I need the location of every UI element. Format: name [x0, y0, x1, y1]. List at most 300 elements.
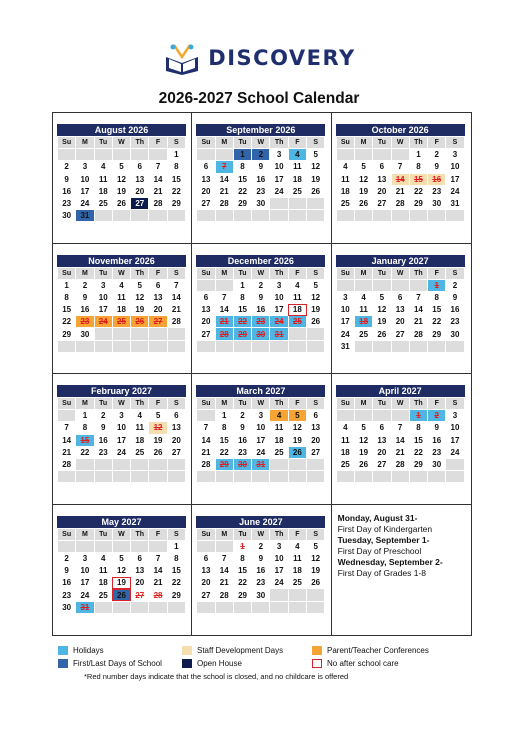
month-cell	[192, 505, 331, 636]
week-row	[197, 210, 325, 222]
empty-day-cell	[112, 328, 130, 340]
weekday-row	[58, 398, 186, 410]
empty-day-cell	[167, 601, 185, 613]
day-cell: 24	[76, 197, 94, 209]
empty-day-cell	[307, 210, 325, 222]
empty-day-cell	[94, 149, 112, 161]
day-cell: 4	[94, 161, 112, 173]
month-table	[57, 397, 186, 483]
weekday-label: Su	[336, 137, 354, 149]
day-cell: 6	[197, 291, 215, 303]
day-cell: 16	[76, 304, 94, 316]
day-cell: 30	[252, 589, 270, 601]
month-table	[336, 136, 465, 222]
day-cell: 2	[58, 552, 76, 564]
day-cell: 12	[131, 291, 149, 303]
day-cell: 15	[409, 434, 427, 446]
week-row	[58, 458, 186, 470]
day-cell: 13	[197, 565, 215, 577]
empty-day-cell	[112, 149, 130, 161]
day-cell: 5	[307, 279, 325, 291]
weekday-label: M	[76, 267, 94, 279]
day-cell: 6	[391, 291, 409, 303]
day-cell: 1	[167, 149, 185, 161]
day-cell: 27	[197, 589, 215, 601]
day-cell: 5	[307, 540, 325, 552]
week-row	[58, 601, 186, 613]
empty-day-cell	[76, 471, 94, 483]
empty-day-cell	[307, 328, 325, 340]
empty-day-cell	[409, 340, 427, 352]
empty-day-cell	[149, 601, 167, 613]
weekday-label: W	[391, 398, 409, 410]
day-cell: 31	[76, 210, 94, 222]
week-row	[58, 161, 186, 173]
empty-day-cell	[197, 601, 215, 613]
empty-day-cell	[391, 279, 409, 291]
legend-holidays	[58, 646, 104, 655]
day-cell: 22	[409, 446, 427, 458]
day-cell: 22	[233, 185, 251, 197]
week-row	[58, 279, 186, 291]
month-table	[336, 267, 465, 353]
day-cell: 27	[373, 458, 391, 470]
day-cell: 27	[197, 328, 215, 340]
month-table	[196, 267, 325, 353]
day-cell: 9	[76, 291, 94, 303]
month-header: August 2026	[57, 124, 186, 136]
day-cell: 14	[167, 291, 185, 303]
day-cell: 4	[288, 279, 306, 291]
week-row	[58, 471, 186, 483]
month-calendar	[196, 385, 325, 483]
day-cell: 20	[167, 434, 185, 446]
empty-day-cell	[354, 149, 372, 161]
day-cell: 12	[307, 161, 325, 173]
day-cell: 4	[336, 161, 354, 173]
empty-day-cell	[270, 471, 288, 483]
day-cell: 1	[167, 540, 185, 552]
day-cell: 21	[391, 185, 409, 197]
day-cell: 27	[131, 197, 149, 209]
calendar-grid	[52, 112, 472, 636]
weekday-label: M	[215, 398, 233, 410]
day-cell: 22	[215, 446, 233, 458]
weekday-label: Tu	[373, 398, 391, 410]
month-calendar	[336, 124, 465, 222]
empty-day-cell	[58, 410, 76, 422]
empty-day-cell	[149, 340, 167, 352]
month-calendar	[57, 255, 186, 353]
day-cell: 23	[252, 577, 270, 589]
day-cell: 23	[428, 185, 446, 197]
day-cell: 8	[409, 422, 427, 434]
month-calendar	[336, 255, 465, 353]
day-cell: 9	[428, 422, 446, 434]
day-cell: 21	[149, 577, 167, 589]
weekday-label: M	[76, 528, 94, 540]
day-cell: 23	[252, 316, 270, 328]
weekday-label: M	[76, 398, 94, 410]
weekday-label: W	[391, 267, 409, 279]
month-header: November 2026	[57, 255, 186, 267]
empty-day-cell	[58, 540, 76, 552]
holiday-swatch	[58, 646, 68, 655]
day-cell: 26	[149, 446, 167, 458]
week-row	[336, 185, 464, 197]
month-cell	[53, 244, 192, 375]
day-cell: 1	[233, 149, 251, 161]
empty-day-cell	[76, 340, 94, 352]
weekday-label: W	[112, 398, 130, 410]
day-cell: 18	[336, 185, 354, 197]
day-cell: 16	[428, 173, 446, 185]
month-cell	[332, 244, 471, 375]
week-row	[58, 422, 186, 434]
weekday-label: W	[252, 528, 270, 540]
week-row	[58, 185, 186, 197]
weekday-label: Th	[131, 398, 149, 410]
empty-day-cell	[215, 149, 233, 161]
day-cell: 6	[197, 161, 215, 173]
day-cell: 24	[336, 328, 354, 340]
weekday-label: M	[215, 528, 233, 540]
day-cell: 5	[373, 291, 391, 303]
weekday-label: F	[149, 398, 167, 410]
day-cell: 24	[446, 446, 464, 458]
day-cell: 29	[233, 589, 251, 601]
weekday-label: W	[112, 267, 130, 279]
day-cell: 20	[307, 434, 325, 446]
day-cell: 17	[270, 173, 288, 185]
day-cell: 7	[197, 422, 215, 434]
day-cell: 28	[215, 589, 233, 601]
empty-day-cell	[307, 197, 325, 209]
weekday-label: M	[215, 137, 233, 149]
week-row	[197, 340, 325, 352]
week-row	[336, 458, 464, 470]
day-cell: 31	[252, 458, 270, 470]
empty-day-cell	[197, 340, 215, 352]
day-cell: 30	[76, 328, 94, 340]
day-cell: 6	[131, 161, 149, 173]
day-cell: 21	[409, 316, 427, 328]
day-cell: 23	[76, 316, 94, 328]
weekday-label: Tu	[233, 137, 251, 149]
day-cell: 18	[94, 577, 112, 589]
day-cell: 8	[167, 552, 185, 564]
day-cell: 10	[270, 161, 288, 173]
week-row	[58, 149, 186, 161]
day-cell: 14	[215, 173, 233, 185]
week-row	[58, 589, 186, 601]
empty-day-cell	[58, 471, 76, 483]
day-cell: 14	[391, 173, 409, 185]
open-book-icon	[162, 41, 202, 75]
day-cell: 4	[354, 291, 372, 303]
empty-day-cell	[428, 340, 446, 352]
day-cell: 15	[167, 565, 185, 577]
day-cell: 25	[94, 589, 112, 601]
weekday-label: M	[354, 137, 372, 149]
weekday-label: Su	[336, 398, 354, 410]
week-row	[197, 565, 325, 577]
day-cell: 6	[373, 161, 391, 173]
week-row	[197, 173, 325, 185]
day-cell: 16	[428, 434, 446, 446]
day-cell: 3	[252, 410, 270, 422]
day-cell: 2	[428, 410, 446, 422]
week-row	[336, 197, 464, 209]
weekday-label: W	[252, 267, 270, 279]
day-cell: 14	[149, 565, 167, 577]
empty-day-cell	[307, 458, 325, 470]
day-cell: 6	[167, 410, 185, 422]
empty-day-cell	[373, 340, 391, 352]
empty-day-cell	[354, 340, 372, 352]
day-cell: 3	[446, 410, 464, 422]
day-cell: 14	[215, 304, 233, 316]
empty-day-cell	[336, 210, 354, 222]
day-cell: 19	[354, 446, 372, 458]
empty-day-cell	[252, 471, 270, 483]
day-cell: 28	[215, 328, 233, 340]
day-cell: 19	[112, 185, 130, 197]
month-table	[196, 528, 325, 614]
week-row	[197, 422, 325, 434]
month-calendar	[57, 516, 186, 614]
day-cell: 9	[252, 291, 270, 303]
empty-day-cell	[94, 540, 112, 552]
day-cell: 3	[76, 161, 94, 173]
day-cell: 9	[446, 291, 464, 303]
day-cell: 8	[428, 291, 446, 303]
day-cell: 7	[391, 161, 409, 173]
day-cell: 13	[197, 304, 215, 316]
empty-day-cell	[112, 340, 130, 352]
day-cell: 5	[354, 422, 372, 434]
weekday-label: Th	[409, 267, 427, 279]
weekday-label: Tu	[233, 267, 251, 279]
day-cell: 28	[149, 197, 167, 209]
day-cell: 27	[167, 446, 185, 458]
weekday-label: Su	[58, 267, 76, 279]
week-row	[336, 304, 464, 316]
day-cell: 20	[197, 185, 215, 197]
day-cell: 2	[428, 149, 446, 161]
empty-day-cell	[270, 589, 288, 601]
day-cell: 10	[76, 173, 94, 185]
day-cell: 30	[252, 197, 270, 209]
note-text: First Day of Kindergarten	[337, 523, 433, 534]
weekday-row	[58, 137, 186, 149]
weekday-label: S	[307, 398, 325, 410]
note-text: First Day of Grades 1-8	[337, 567, 426, 578]
weekday-label: S	[307, 528, 325, 540]
day-cell: 20	[197, 577, 215, 589]
day-cell: 24	[446, 185, 464, 197]
empty-day-cell	[215, 279, 233, 291]
day-cell: 27	[131, 589, 149, 601]
day-cell: 30	[252, 328, 270, 340]
day-cell: 17	[252, 434, 270, 446]
week-row	[197, 434, 325, 446]
day-cell: 10	[446, 422, 464, 434]
day-cell: 5	[149, 410, 167, 422]
weekday-label: Th	[131, 137, 149, 149]
day-cell: 21	[167, 304, 185, 316]
weekday-label: Su	[58, 398, 76, 410]
day-cell: 31	[76, 601, 94, 613]
day-cell: 17	[94, 304, 112, 316]
day-cell: 10	[76, 565, 94, 577]
day-cell: 7	[409, 291, 427, 303]
weekday-label: W	[252, 137, 270, 149]
day-cell: 29	[409, 197, 427, 209]
weekday-label: F	[288, 528, 306, 540]
day-cell: 29	[428, 328, 446, 340]
weekday-label: Su	[58, 528, 76, 540]
week-row	[197, 328, 325, 340]
day-cell: 3	[270, 149, 288, 161]
day-cell: 29	[233, 197, 251, 209]
day-cell: 11	[336, 173, 354, 185]
empty-day-cell	[197, 471, 215, 483]
day-cell: 9	[58, 173, 76, 185]
day-cell: 20	[373, 446, 391, 458]
empty-day-cell	[288, 210, 306, 222]
day-cell: 11	[270, 422, 288, 434]
day-cell: 10	[270, 291, 288, 303]
day-cell: 23	[428, 446, 446, 458]
day-cell: 26	[288, 446, 306, 458]
empty-day-cell	[167, 328, 185, 340]
day-cell: 8	[215, 422, 233, 434]
week-row	[58, 577, 186, 589]
empty-day-cell	[233, 210, 251, 222]
empty-day-cell	[131, 601, 149, 613]
weekday-label: Th	[270, 137, 288, 149]
day-cell: 7	[167, 279, 185, 291]
empty-day-cell	[336, 410, 354, 422]
day-cell: 6	[197, 552, 215, 564]
weekday-label: F	[428, 267, 446, 279]
day-cell: 4	[112, 279, 130, 291]
week-row	[58, 340, 186, 352]
day-cell: 6	[149, 279, 167, 291]
weekday-label: Th	[270, 528, 288, 540]
empty-day-cell	[354, 471, 372, 483]
empty-day-cell	[149, 210, 167, 222]
month-header: June 2027	[196, 516, 325, 528]
week-row	[197, 589, 325, 601]
day-cell: 2	[94, 410, 112, 422]
day-cell: 18	[336, 446, 354, 458]
day-cell: 4	[94, 552, 112, 564]
week-row	[197, 149, 325, 161]
weekday-row	[197, 398, 325, 410]
empty-day-cell	[446, 471, 464, 483]
empty-day-cell	[409, 279, 427, 291]
day-cell: 28	[391, 197, 409, 209]
week-row	[58, 291, 186, 303]
note-heading: Tuesday, September 1-	[337, 534, 430, 545]
day-cell: 25	[288, 185, 306, 197]
note-text: First Day of Preschool	[337, 545, 422, 556]
day-cell: 31	[446, 197, 464, 209]
note-heading: Monday, August 31-	[337, 512, 418, 523]
day-cell: 15	[215, 434, 233, 446]
empty-day-cell	[391, 149, 409, 161]
empty-day-cell	[270, 210, 288, 222]
day-cell: 26	[112, 589, 130, 601]
empty-day-cell	[288, 471, 306, 483]
day-cell: 6	[373, 422, 391, 434]
day-cell: 24	[252, 446, 270, 458]
day-cell: 14	[391, 434, 409, 446]
empty-day-cell	[76, 540, 94, 552]
day-cell: 31	[336, 340, 354, 352]
day-cell: 31	[270, 328, 288, 340]
page-title: 2026-2027 School Calendar	[158, 90, 360, 107]
day-cell: 1	[233, 279, 251, 291]
day-cell: 28	[197, 458, 215, 470]
empty-day-cell	[197, 540, 215, 552]
day-cell: 30	[233, 458, 251, 470]
day-cell: 12	[307, 552, 325, 564]
day-cell: 13	[131, 173, 149, 185]
empty-day-cell	[131, 340, 149, 352]
week-row	[58, 304, 186, 316]
day-cell: 25	[112, 316, 130, 328]
day-cell: 17	[270, 304, 288, 316]
empty-day-cell	[288, 328, 306, 340]
day-cell: 8	[167, 161, 185, 173]
week-row	[197, 185, 325, 197]
day-cell: 3	[270, 279, 288, 291]
day-cell: 18	[288, 304, 306, 316]
weekday-label: S	[307, 267, 325, 279]
empty-day-cell	[215, 601, 233, 613]
legend-label: First/Last Days of School	[73, 659, 162, 668]
day-cell: 30	[58, 210, 76, 222]
day-cell: 2	[252, 540, 270, 552]
day-cell: 11	[288, 161, 306, 173]
weekday-row	[336, 137, 464, 149]
week-row	[336, 149, 464, 161]
day-cell: 13	[307, 422, 325, 434]
day-cell: 28	[409, 328, 427, 340]
day-cell: 28	[58, 458, 76, 470]
notes-cell	[332, 505, 471, 636]
day-cell: 29	[167, 589, 185, 601]
empty-day-cell	[307, 601, 325, 613]
weekday-label: Tu	[94, 267, 112, 279]
week-row	[58, 316, 186, 328]
week-row	[197, 279, 325, 291]
day-cell: 3	[76, 552, 94, 564]
weekday-row	[58, 528, 186, 540]
weekday-label: F	[428, 137, 446, 149]
empty-day-cell	[354, 210, 372, 222]
empty-day-cell	[233, 471, 251, 483]
legend	[58, 646, 478, 672]
day-cell: 10	[270, 552, 288, 564]
empty-day-cell	[270, 458, 288, 470]
day-cell: 24	[94, 316, 112, 328]
day-cell: 26	[131, 316, 149, 328]
day-cell: 30	[58, 601, 76, 613]
